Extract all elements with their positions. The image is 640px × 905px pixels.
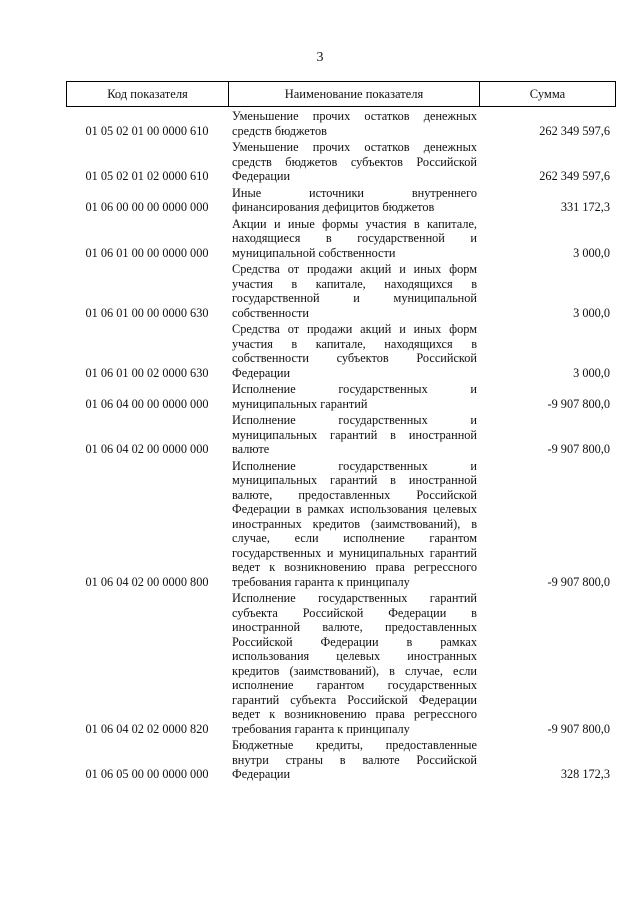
table-row — [66, 738, 616, 782]
header-code: Код показателя — [67, 82, 229, 106]
row-sum: 262 349 597,6 — [539, 169, 610, 183]
row-sum: -9 907 800,0 — [547, 442, 610, 456]
row-sum: 328 172,3 — [560, 767, 610, 781]
row-code: 01 06 01 00 02 0000 630 — [85, 365, 209, 380]
row-code: 01 06 04 00 00 0000 000 — [85, 396, 209, 411]
row-sum: 3 000,0 — [573, 245, 610, 260]
row-name: Исполнение государственных и муниципальных гарантий — [232, 382, 477, 411]
table-row — [66, 262, 616, 320]
row-name: Исполнение государственных и муниципальных гарантий в иностранной валюте — [232, 413, 477, 456]
indicator-table — [66, 81, 616, 782]
row-name: Бюджетные кредиты, предоставленные внутри страны в валюте Российской Федерации — [232, 738, 477, 781]
row-code: 01 05 02 01 02 0000 610 — [85, 169, 209, 183]
row-sum: -9 907 800,0 — [547, 396, 610, 411]
row-sum: 262 349 597,6 — [539, 123, 610, 138]
table-row — [66, 413, 616, 457]
table-row — [66, 140, 616, 184]
row-name: Средства от продажи акций и иных форм участия в капитале, находящихся в государственной и муниципальной собственности — [232, 262, 477, 320]
row-name: Акции и иные формы участия в капитале, находящиеся в государственной и муниципальной собственности — [232, 216, 477, 260]
table-row — [66, 109, 616, 138]
table-row — [66, 186, 616, 215]
table-row — [66, 591, 616, 736]
table-row — [66, 217, 616, 261]
row-code: 01 05 02 01 00 0000 610 — [85, 123, 209, 138]
row-sum: 331 172,3 — [560, 200, 610, 214]
row-code: 01 06 01 00 00 0000 630 — [85, 305, 209, 320]
row-sum: -9 907 800,0 — [547, 721, 610, 736]
row-code: 01 06 00 00 00 0000 000 — [85, 200, 209, 214]
row-code: 01 06 04 02 00 0000 000 — [85, 442, 209, 456]
row-code: 01 06 05 00 00 0000 000 — [85, 767, 209, 781]
row-code: 01 06 04 02 00 0000 800 — [85, 574, 209, 589]
row-sum: -9 907 800,0 — [547, 574, 610, 589]
table-row — [66, 382, 616, 411]
row-code: 01 06 04 02 02 0000 820 — [85, 721, 209, 736]
header-sum: Сумма — [529, 86, 566, 101]
row-name: Исполнение государственных и муниципальных гарантий в иностранной валюте, предоставленных Российской Федерации в рамках использования целевых иностранных кредитов (заимствований), в случае, если исполнение гарантом государственных и муниципальных гарантий ведет к возникновению права регрессного требования гаранта к принципалу — [232, 458, 477, 589]
row-name: Уменьшение прочих остатков денежных средств бюджетов субъектов Российской Федерации — [232, 140, 477, 183]
row-sum: 3 000,0 — [573, 365, 610, 380]
row-name: Средства от продажи акций и иных форм участия в капитале, находящихся в собственности субъектов Российской Федерации — [232, 322, 477, 380]
row-name: Иные источники внутреннего финансирования дефицитов бюджетов — [232, 185, 477, 214]
row-code: 01 06 01 00 00 0000 000 — [85, 245, 209, 260]
table-row — [66, 459, 616, 590]
header-name: Наименование показателя — [229, 82, 480, 106]
table-header — [66, 81, 616, 107]
row-name: Уменьшение прочих остатков денежных средств бюджетов — [232, 109, 477, 138]
row-name: Исполнение государственных гарантий субъекта Российской Федерации в иностранной валюте, предоставленных Российской Федерации в рамках использования целевых иностранных кредитов (заимствований), в случае, если исполнение гарантом государственных гарантий субъекта Российской Федерации ведет к возникновению права регрессного требования гаранта к принципалу — [232, 591, 477, 736]
table-row — [66, 322, 616, 380]
page-number: 3 — [316, 50, 324, 65]
row-sum: 3 000,0 — [573, 305, 610, 320]
